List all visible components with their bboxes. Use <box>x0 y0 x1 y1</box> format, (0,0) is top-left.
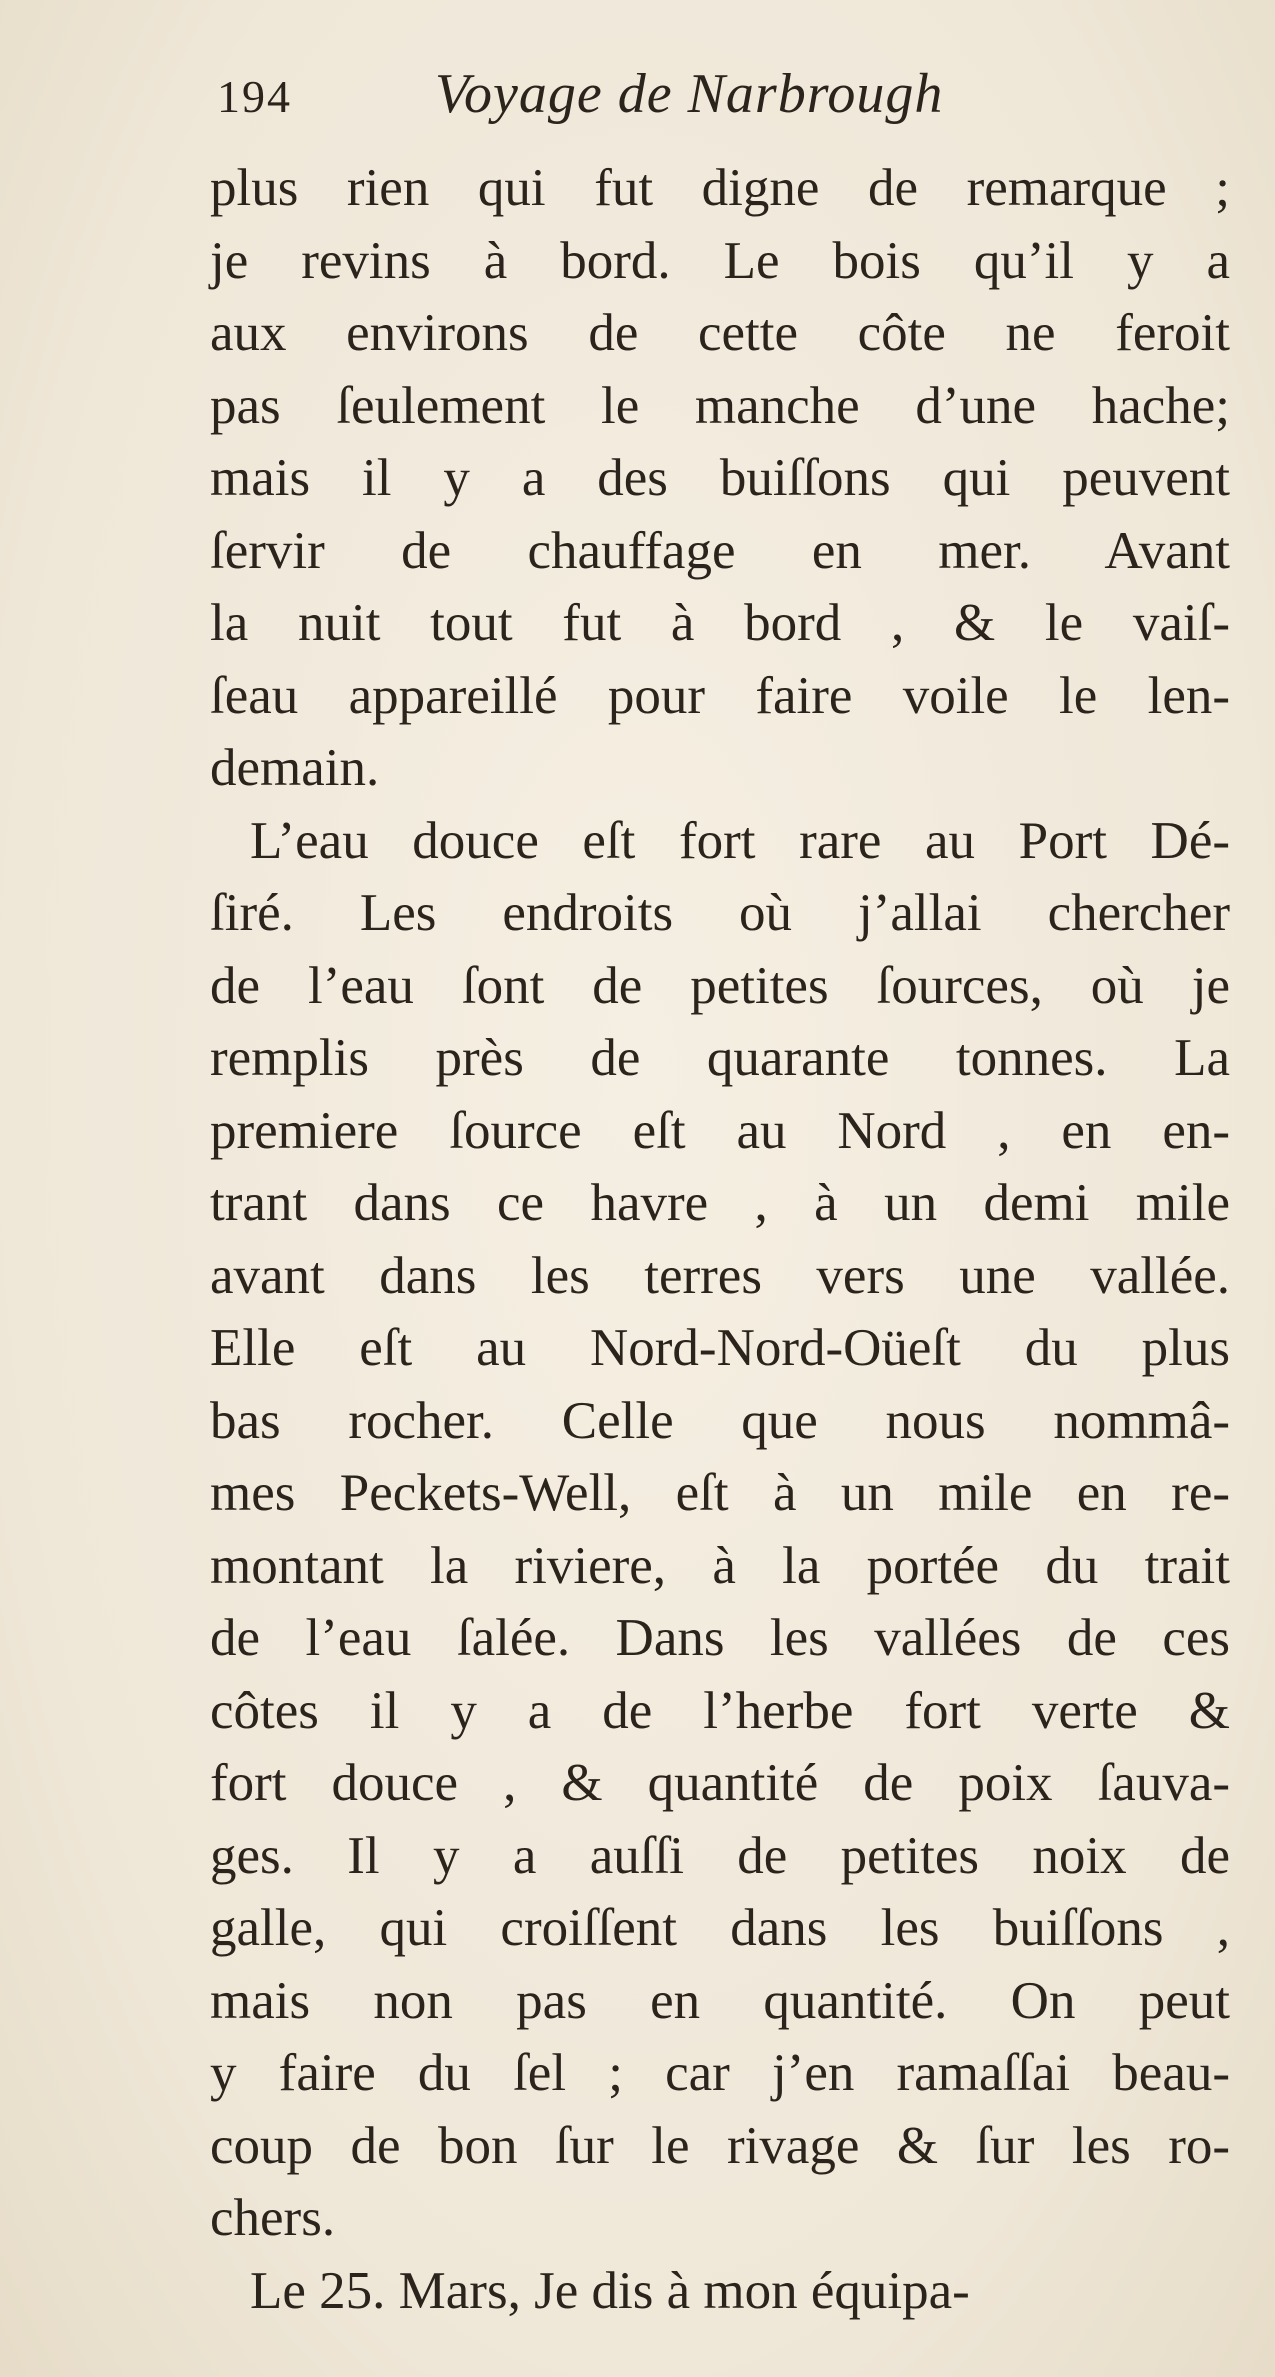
paragraph-start-line: L’eau douce eſt fort rare au Port Dé- <box>250 811 1230 870</box>
text-line: galle, qui croiſſent dans les buiſſons , <box>210 1899 1230 1957</box>
text-line: mais non pas en quantité. On peut <box>210 1971 1230 2030</box>
text-line: de l’eau ſalée. Dans les vallées de ces <box>210 1609 1230 1667</box>
page-number: 194 <box>217 71 292 122</box>
text-line: fort douce , & quantité de poix ſauva- <box>210 1754 1230 1812</box>
text-line: ſervir de chauffage en mer. Avant <box>210 521 1230 580</box>
text-line: plus rien qui fut digne de remarque ; <box>210 159 1230 217</box>
text-line: aux environs de cette côte ne feroit <box>210 304 1230 362</box>
paragraph-start-line: Le 25. Mars, Je dis à mon équipa- <box>250 2261 970 2320</box>
text-line: ſeau appareillé pour faire voile le len- <box>210 666 1230 725</box>
text-line: la nuit tout fut à bord , & le vaiſ- <box>210 594 1230 652</box>
text-line: montant la riviere, à la portée du trait <box>210 1536 1230 1595</box>
text-line: ſiré. Les endroits où j’allai chercher <box>210 884 1230 942</box>
text-line: coup de bon ſur le rivage & ſur les ro- <box>210 2116 1230 2175</box>
text-line: trant dans ce havre , à un demi mile <box>210 1174 1230 1232</box>
text-line: ges. Il y a auſſi de petites noix de <box>210 1826 1230 1885</box>
text-line: mais il y a des buiſſons qui peuvent <box>210 449 1230 507</box>
body-text <box>210 152 1230 2327</box>
text-line: premiere ſource eſt au Nord , en en- <box>210 1101 1230 1160</box>
text-line: chers. <box>210 2189 336 2247</box>
text-line: y faire du ſel ; car j’en ramaſſai beau- <box>210 2044 1230 2102</box>
page-header <box>217 62 1217 142</box>
text-line: de l’eau ſont de petites ſources, où je <box>210 956 1230 1015</box>
text-line: pas ſeulement le manche d’une hache; <box>210 376 1230 435</box>
text-line: je revins à bord. Le bois qu’il y a <box>210 231 1230 290</box>
text-line: demain. <box>210 739 380 797</box>
text-line: bas rocher. Celle que nous nommâ- <box>210 1391 1230 1450</box>
text-line: côtes il y a de l’herbe fort verte & <box>210 1681 1230 1740</box>
text-line: remplis près de quarante tonnes. La <box>210 1029 1230 1087</box>
running-title: Voyage de Narbrough <box>435 63 944 125</box>
text-line: Elle eſt au Nord-Nord-Oüeſt du plus <box>210 1319 1230 1377</box>
text-line: mes Peckets-Well, eſt à un mile en re- <box>210 1464 1230 1522</box>
text-line: avant dans les terres vers une vallée. <box>210 1246 1230 1305</box>
